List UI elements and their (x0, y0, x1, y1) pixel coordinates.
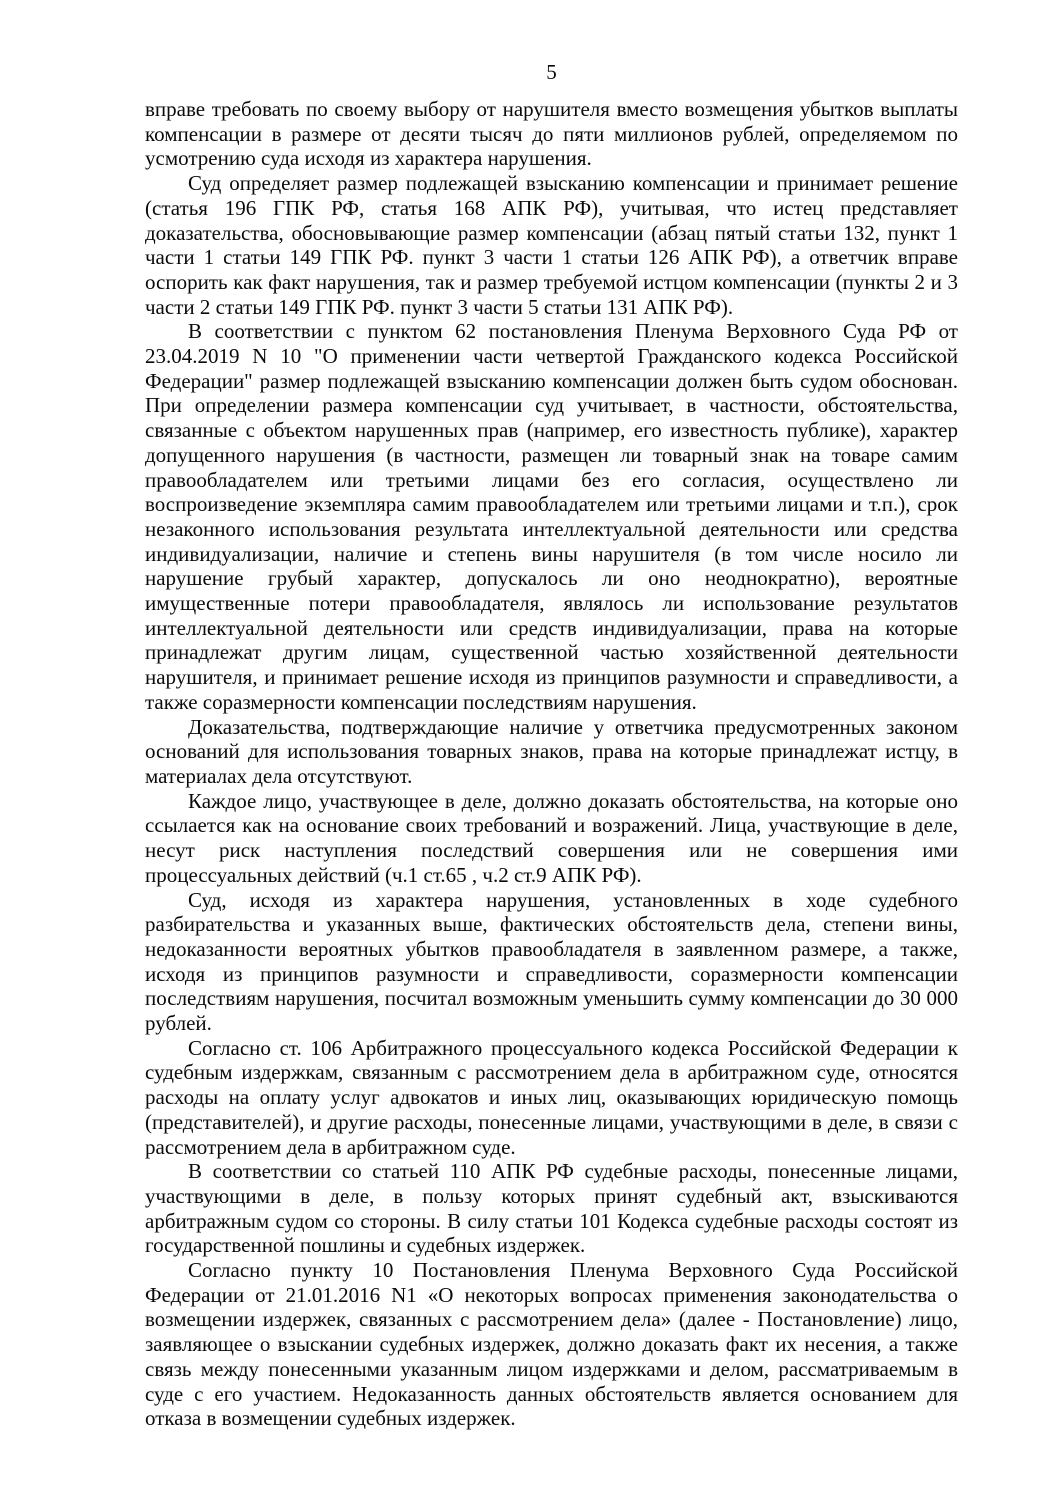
document-body (145, 97, 958, 1431)
paragraph: Суд определяет размер подлежащей взысканию компенсации и принимает решение (статья 196 ГПК РФ, статья 168 АПК РФ), учитывая, что истец представляет доказательства, обосновывающие размер компенсации (абзац пятый статьи 132, пункт 1 части 1 статьи 149 ГПК РФ. пункт 3 части 1 статьи 126 АПК РФ), а ответчик вправе оспорить как факт нарушения, так и размер требуемой истцом компенсации (пункты 2 и 3 части 2 статьи 149 ГПК РФ. пункт 3 части 5 статьи 131 АПК РФ). (145, 171, 958, 319)
page-number: 5 (546, 60, 557, 84)
paragraph: Суд, исходя из характера нарушения, установленных в ходе судебного разбирательства и указанных выше, фактических обстоятельств дела, степени вины, недоказанности вероятных убытков правообладателя в заявленном размере, а также, исходя из принципов разумности и справедливости, соразмерности компенсации последствиям нарушения, посчитал возможным уменьшить сумму компенсации до 30 000 рублей. (145, 887, 958, 1036)
paragraph: В соответствии со статьей 110 АПК РФ судебные расходы, понесенные лицами, участвующими в деле, в пользу которых принят судебный акт, взыскиваются арбитражным судом со стороны. В силу статьи 101 Кодекса судебные расходы состоят из государственной пошлины и судебных издержек. (145, 1159, 958, 1258)
paragraph: Каждое лицо, участвующее в деле, должно доказать обстоятельства, на которые оно ссылается как на основание своих требований и возражений. Лица, участвующие в деле, несут риск наступления последствий совершения или не совершения ими процессуальных действий (ч.1 ст.65 , ч.2 ст.9 АПК РФ). (145, 788, 958, 887)
paragraph: Согласно ст. 106 Арбитражного процессуального кодекса Российской Федерации к судебным издержкам, связанным с рассмотрением дела в арбитражном суде, относятся расходы на оплату услуг адвокатов и иных лиц, оказывающих юридическую помощь (представителей), и другие расходы, понесенные лицами, участвующими в деле, в связи с рассмотрением дела в арбитражном суде. (145, 1035, 958, 1159)
paragraph: Согласно пункту 10 Постановления Пленума Верховного Суда Российской Федерации от 21.01.2016 N1 «О некоторых вопросах применения законодательства о возмещении издержек, связанных с рассмотрением дела» (далее - Постановление) лицо, заявляющее о взыскании судебных издержек, должно доказать факт их несения, а также связь между понесенными указанным лицом издержками и делом, рассматриваемым в суде с его участием. Недоказанность данных обстоятельств является основанием для отказа в возмещении судебных издержек. (145, 1258, 958, 1431)
paragraph: В соответствии с пунктом 62 постановления Пленума Верховного Суда РФ от 23.04.2019 N 10 "О применении части четвертой Гражданского кодекса Российской Федерации" размер подлежащей взысканию компенсации должен быть судом обоснован. При определении размера компенсации суд учитывает, в частности, обстоятельства, связанные с объектом нарушенных прав (например, его известность публике), характер допущенного нарушения (в частности, размещен ли товарный знак на товаре самим правообладателем или третьими лицами без его согласия, осуществлено ли воспроизведение экземпляра самим правообладателем или третьими лицами и т.п.), срок незаконного использования результата интеллектуальной деятельности или средства индивидуализации, наличие и степень вины нарушителя (в том числе носило ли нарушение грубый характер, допускалось ли оно неоднократно), вероятные имущественные потери правообладателя, являлось ли использование результатов интеллектуальной деятельности или средств индивидуализации, права на которые принадлежат другим лицам, существенной частью хозяйственной деятельности нарушителя, и принимает решение исходя из принципов разумности и справедливости, а также соразмерности компенсации последствиям нарушения. (145, 319, 958, 714)
paragraph: Доказательства, подтверждающие наличие у ответчика предусмотренных законом оснований для использования товарных знаков, права на которые принадлежат истцу, в материалах дела отсутствуют. (145, 714, 958, 788)
paragraph-continuation: вправе требовать по своему выбору от нарушителя вместо возмещения убытков выплаты компенсации в размере от десяти тысяч до пяти миллионов рублей, определяемом по усмотрению суда исходя из характера нарушения. (145, 97, 958, 171)
